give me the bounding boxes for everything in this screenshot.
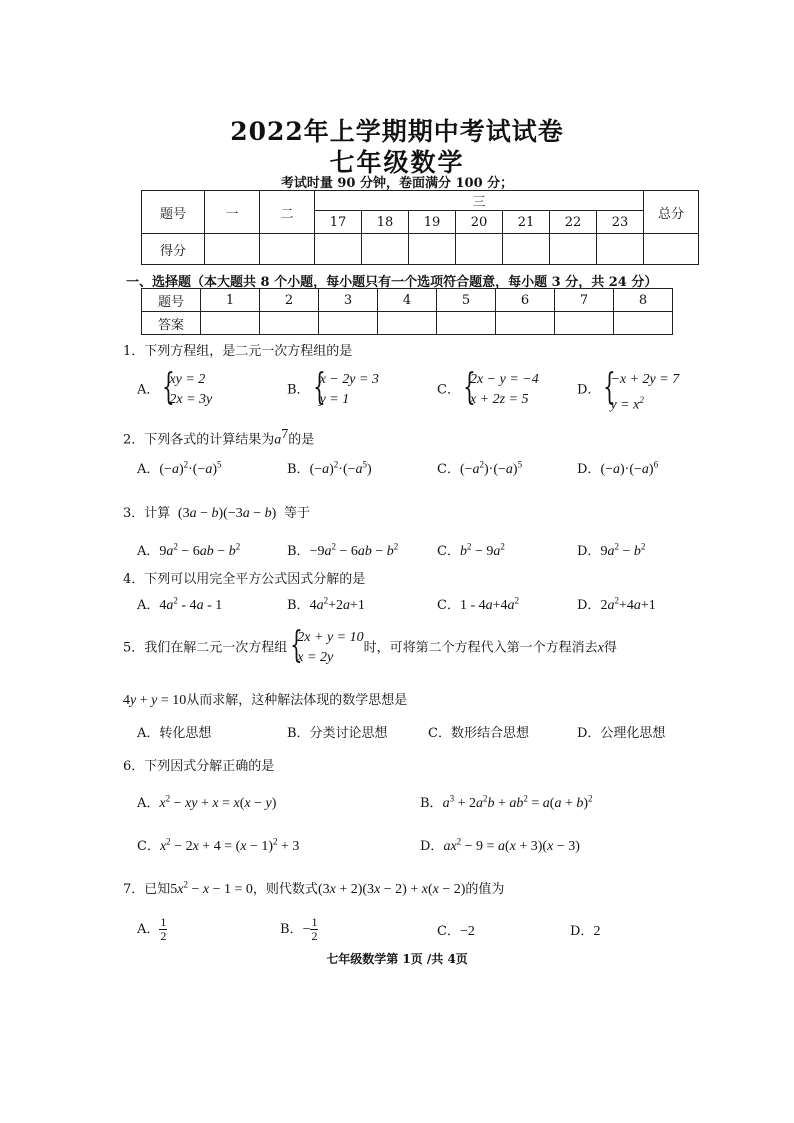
answer-cell — [437, 312, 496, 335]
q3-option-c: C．$b^2 - 9a^2$ — [437, 541, 505, 559]
score-cell — [550, 234, 597, 265]
q3-stem-text: 3．计算 — [123, 506, 171, 521]
q2-stem: 2．下列各式的计算结果为$a^7$的是 — [123, 427, 315, 448]
score-cell — [503, 234, 550, 265]
q2-option-a: A．$(-a)^2\cdot(-a)^5$ — [137, 459, 222, 477]
score-table-col-2: 二 — [260, 191, 315, 234]
exam-subject: 七年级数学 — [329, 148, 465, 177]
answer-table-number: 4 — [378, 289, 437, 312]
q7-stem: 7．已知$5x^2 - x - 1 = 0$，则代数式(3x + 2)(3x − 2) + x(x − 2)的值为 — [123, 879, 505, 897]
q6-option-b-label: B． — [420, 796, 443, 811]
q3-option-b-label: B． — [287, 544, 310, 559]
q4-stem: 4．下列可以用完全平方公式因式分解的是 — [123, 572, 366, 587]
q5-option-b: B．分类讨论思想 — [287, 726, 388, 741]
score-table-subcol: 18 — [362, 211, 409, 234]
score-cell — [409, 234, 456, 265]
answer-table-number: 1 — [201, 289, 260, 312]
q1-option-a-label: A． — [137, 382, 160, 398]
q5-option-a: A．转化思想 — [137, 726, 212, 741]
score-table-subcol: 20 — [456, 211, 503, 234]
answer-table-number: 5 — [437, 289, 496, 312]
exam-title: 2022年上学期期中考试试卷 — [230, 117, 564, 146]
q7-option-c-value: −2 — [459, 924, 475, 939]
q1-option-c: C． { 2x − y = −4 x + 2z = 5 — [437, 370, 539, 410]
q7-option-c — [437, 920, 475, 940]
q4-option-a: A．$4a^2 - 4a - 1$ — [137, 595, 223, 613]
q7-option-b-label: B． — [280, 922, 303, 937]
q4-option-d-label: D． — [577, 598, 601, 613]
q2-option-b: B．$(-a)^2\cdot(-a^5)$ — [287, 459, 372, 477]
q7-stem-tail: 的值为 — [465, 882, 505, 897]
score-table — [141, 190, 699, 265]
q6-stem: 6．下列因式分解正确的是 — [123, 759, 275, 774]
q2-stem-text: 2．下列各式的计算结果为 — [123, 432, 275, 448]
answer-table-number: 2 — [260, 289, 319, 312]
q5-stem-tail: 得 — [603, 640, 617, 656]
score-cell — [362, 234, 409, 265]
q6-option-a-label: A． — [137, 796, 160, 811]
exam-info: 考试时量 90 分钟，卷面满分 100 分； — [280, 176, 514, 191]
q4-option-c-label: C． — [437, 598, 460, 613]
q6-option-d: D．$ax^2 - 9 = a(x + 3)(x - 3)$ — [420, 836, 580, 854]
q3-option-d: D．$9a^2 - b^2$ — [577, 541, 646, 559]
score-cell — [260, 234, 315, 265]
q4-option-b: B．$4a^2+2a+1$ — [287, 595, 365, 613]
q6-option-d-label: D． — [420, 839, 444, 854]
answer-cell — [260, 312, 319, 335]
q2-stem-tail: 的是 — [288, 432, 315, 448]
section-1-heading: 一、选择题（本大题共 8 个小题，每小题只有一个选项符合题意，每小题 3 分，共 24 分） — [126, 275, 658, 290]
score-table-label-score: 得分 — [142, 234, 205, 265]
score-cell — [205, 234, 260, 265]
q6-option-c: C．$x^2 - 2x + 4 = (x - 1)^2 + 3$ — [137, 836, 300, 854]
q2-option-c-label: C． — [437, 462, 460, 477]
page-footer: 七年级数学第 1页 /共 4页 — [326, 952, 468, 966]
q1-stem: 1．下列方程组，是二元一次方程组的是 — [123, 344, 353, 359]
q4-option-c: C．$1 - 4a+4a^2$ — [437, 595, 520, 613]
q4-option-d: D．$2a^2+4a+1$ — [577, 595, 656, 613]
answer-cell — [319, 312, 378, 335]
q5-stem-mid: 时，可将第二个方程代入第一个方程消去 — [363, 640, 598, 656]
score-cell — [597, 234, 644, 265]
q4-option-b-label: B． — [287, 598, 310, 613]
q6-option-b: B．$a^3 + 2a^2b + ab^2 = a(a + b)^2$ — [420, 793, 593, 811]
score-table-subcol: 19 — [409, 211, 456, 234]
q7-option-c-label: C． — [437, 924, 460, 939]
score-table-col-1: 一 — [205, 191, 260, 234]
q3-option-c-label: C． — [437, 544, 460, 559]
q5-stem: 5．我们在解二元一次方程组 { 2x + y = 10 x = 2y 时，可将第二个方程代入第一个方程消去x得 — [123, 628, 617, 668]
q2-option-d: D．$(-a)\cdot(-a)^6$ — [577, 459, 659, 477]
q1-option-d: D． { −x + 2y = 7 $y = x^2$ — [577, 370, 679, 410]
q5-stem-text: 5．我们在解二元一次方程组 — [123, 640, 288, 656]
answer-cell — [201, 312, 260, 335]
q4-option-a-label: A． — [137, 598, 160, 613]
q3-option-a-label: A． — [137, 544, 160, 559]
q1-option-c-label: C． — [437, 382, 460, 398]
q7-option-d — [570, 920, 600, 940]
score-table-subcol: 23 — [597, 211, 644, 234]
q3-option-d-label: D． — [577, 544, 601, 559]
q3-stem: 3．计算 (3a − b)(−3a − b) 等于 — [123, 506, 310, 521]
q7-option-a: A． $\frac{1}{2}$ — [137, 915, 167, 943]
q6-option-a: A．$x^2$ − xy + x = x(x − y) — [137, 793, 277, 811]
answer-table-number: 7 — [555, 289, 614, 312]
score-cell — [644, 234, 699, 265]
answer-cell — [614, 312, 673, 335]
answer-table-number: 6 — [496, 289, 555, 312]
q5-option-c: C．数形结合思想 — [428, 726, 529, 741]
q5-line-2: 4y + y = 10从而求解，这种解法体现的数学思想是 — [123, 693, 408, 708]
q5-option-d: D．公理化思想 — [577, 726, 666, 741]
answer-table-number: 3 — [319, 289, 378, 312]
score-table-subcol: 22 — [550, 211, 597, 234]
q3-option-b: B．$-9a^2 - 6ab - b^2$ — [287, 541, 399, 559]
score-table-label-no: 题号 — [142, 191, 205, 234]
q7-option-d-label: D． — [570, 924, 594, 939]
q7-option-a-label: A． — [137, 922, 160, 937]
answer-table-label-no: 题号 — [142, 289, 201, 312]
q2-option-a-label: A． — [137, 462, 160, 477]
score-table-subcol: 21 — [503, 211, 550, 234]
score-table-total: 总分 — [644, 191, 699, 234]
q6-option-c-label: C． — [137, 839, 160, 854]
q7-stem-mid: ，则代数式 — [252, 882, 318, 897]
answer-cell — [555, 312, 614, 335]
answer-cell — [378, 312, 437, 335]
score-cell — [315, 234, 362, 265]
q1-option-b-label: B． — [287, 382, 310, 398]
q2-option-b-label: B． — [287, 462, 310, 477]
q7-stem-text: 7．已知 — [123, 882, 171, 897]
q2-option-c: C．$(-a^2)\cdot(-a)^5$ — [437, 459, 523, 477]
score-table-subcol: 17 — [315, 211, 362, 234]
q5-line-2-text: 从而求解，这种解法体现的数学思想是 — [186, 693, 408, 708]
q1-option-b: B． { x − 2y = 3 y = 1 — [287, 370, 379, 410]
q3-stem-tail: 等于 — [283, 506, 310, 521]
answer-table-label-answer: 答案 — [142, 312, 201, 335]
answer-table-number: 8 — [614, 289, 673, 312]
q7-option-d-value: 2 — [593, 924, 601, 939]
q1-option-d-label: D． — [577, 382, 601, 398]
score-cell — [456, 234, 503, 265]
q3-option-a: A．$9a^2 - 6ab - b^2$ — [137, 541, 241, 559]
answer-cell — [496, 312, 555, 335]
answer-table — [141, 288, 673, 335]
score-table-col-3: 三 — [315, 191, 644, 211]
q1-option-a: A． { xy = 2 2x = 3y — [137, 370, 212, 410]
q2-option-d-label: D． — [577, 462, 601, 477]
q7-option-b: B．− $\frac{1}{2}$ — [280, 915, 318, 943]
